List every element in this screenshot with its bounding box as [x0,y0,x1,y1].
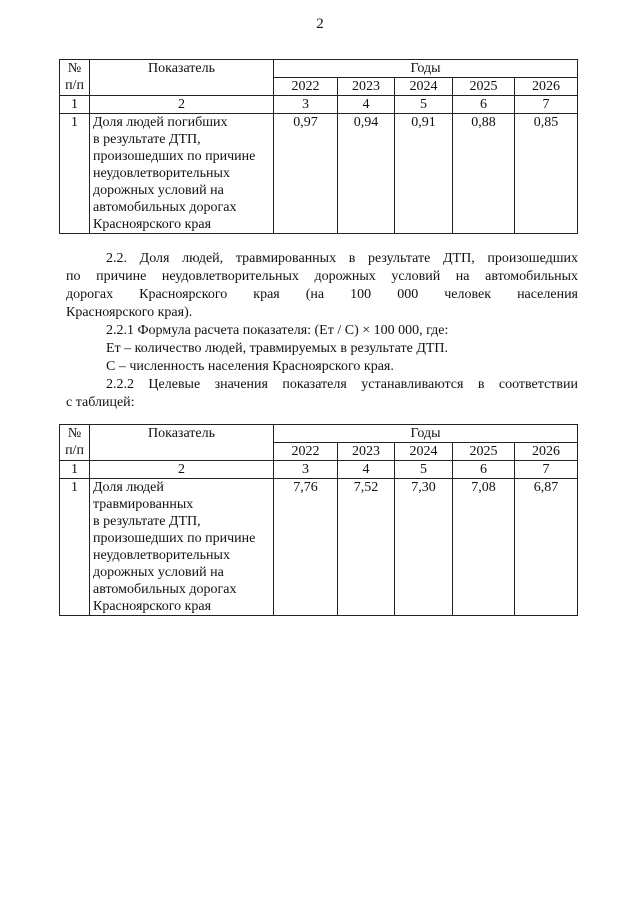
indicator-name-line: Доля людей [93,480,164,495]
header-year: 2022 [274,443,338,461]
section-paragraph-line: дорогах Красноярского края (на 100 000 человек населения [66,287,578,302]
indicator-name-line: дорожных условий на [93,183,224,198]
column-number: 4 [338,96,395,114]
indicator-name-line: произошедших по причине [93,149,256,164]
page-number: 2 [316,16,324,32]
indicator-name-line: произошедших по причине [93,531,256,546]
indicator-name-line: неудовлетворительных [93,548,230,563]
column-number: 7 [515,461,578,479]
header-year: 2023 [338,78,395,96]
column-number: 3 [274,461,338,479]
header-year: 2023 [338,443,395,461]
value-cell: 0,85 [515,114,578,234]
section-paragraph-line: Красноярского края). [66,305,193,320]
table-row [60,114,578,234]
header-year: 2026 [515,78,578,96]
header-year: 2024 [395,78,453,96]
value-cell: 7,76 [274,479,338,616]
value-cell: 0,94 [338,114,395,234]
indicator-name-line: Доля людей погибших [93,115,228,130]
column-number: 1 [60,461,90,479]
column-number: 2 [90,461,274,479]
header-year: 2024 [395,443,453,461]
indicator-table-deaths [59,59,578,234]
section-paragraph-line: 2.2. Доля людей, травмированных в результате ДТП, произошедших [106,251,578,266]
table-row [60,479,578,616]
indicator-name-line: в результате ДТП, [93,514,201,529]
section-paragraph-line: по причине неудовлетворительных дорожных условий на автомобильных [66,269,578,284]
column-number: 3 [274,96,338,114]
header-indicator: Показатель [90,425,274,461]
indicator-name-line: травмированных [93,497,194,512]
header-year: 2026 [515,443,578,461]
targets-line: с таблицей: [66,395,135,410]
value-cell: 7,52 [338,479,395,616]
header-years-group: Годы [274,60,578,78]
header-num: № п/п [60,425,90,461]
header-year: 2025 [453,78,515,96]
indicator-name-line: автомобильных дорогах [93,200,237,215]
header-years-group: Годы [274,425,578,443]
column-number: 5 [395,461,453,479]
column-number: 2 [90,96,274,114]
value-cell: 7,30 [395,479,453,616]
value-cell: 0,88 [453,114,515,234]
indicator-name-line: в результате ДТП, [93,132,201,147]
indicator-name-line: неудовлетворительных [93,166,230,181]
value-cell: 0,97 [274,114,338,234]
indicator-name-line: Красноярского края [93,217,212,232]
header-num: № п/п [60,60,90,96]
value-cell: 7,08 [453,479,515,616]
formula-line: 2.2.1 Формула расчета показателя: (Ет / С) × 100 000, где: [106,323,449,338]
targets-line: 2.2.2 Целевые значения показателя устанавливаются в соответствии [106,377,578,392]
column-number: 6 [453,96,515,114]
column-number: 6 [453,461,515,479]
column-number: 7 [515,96,578,114]
row-number: 1 [60,114,90,234]
column-number: 1 [60,96,90,114]
indicator-table-injured [59,424,578,616]
definition-c: С – численность населения Красноярского края. [106,359,394,374]
value-cell: 6,87 [515,479,578,616]
indicator-name-line: автомобильных дорогах [93,582,237,597]
row-number: 1 [60,479,90,616]
header-year: 2022 [274,78,338,96]
indicator-name-line: дорожных условий на [93,565,224,580]
indicator-name [90,114,274,234]
column-number: 5 [395,96,453,114]
header-year: 2025 [453,443,515,461]
indicator-name [90,479,274,616]
definition-et: Ет – количество людей, травмируемых в результате ДТП. [106,341,449,356]
header-indicator: Показатель [90,60,274,96]
column-number: 4 [338,461,395,479]
value-cell: 0,91 [395,114,453,234]
indicator-name-line: Красноярского края [93,599,212,614]
